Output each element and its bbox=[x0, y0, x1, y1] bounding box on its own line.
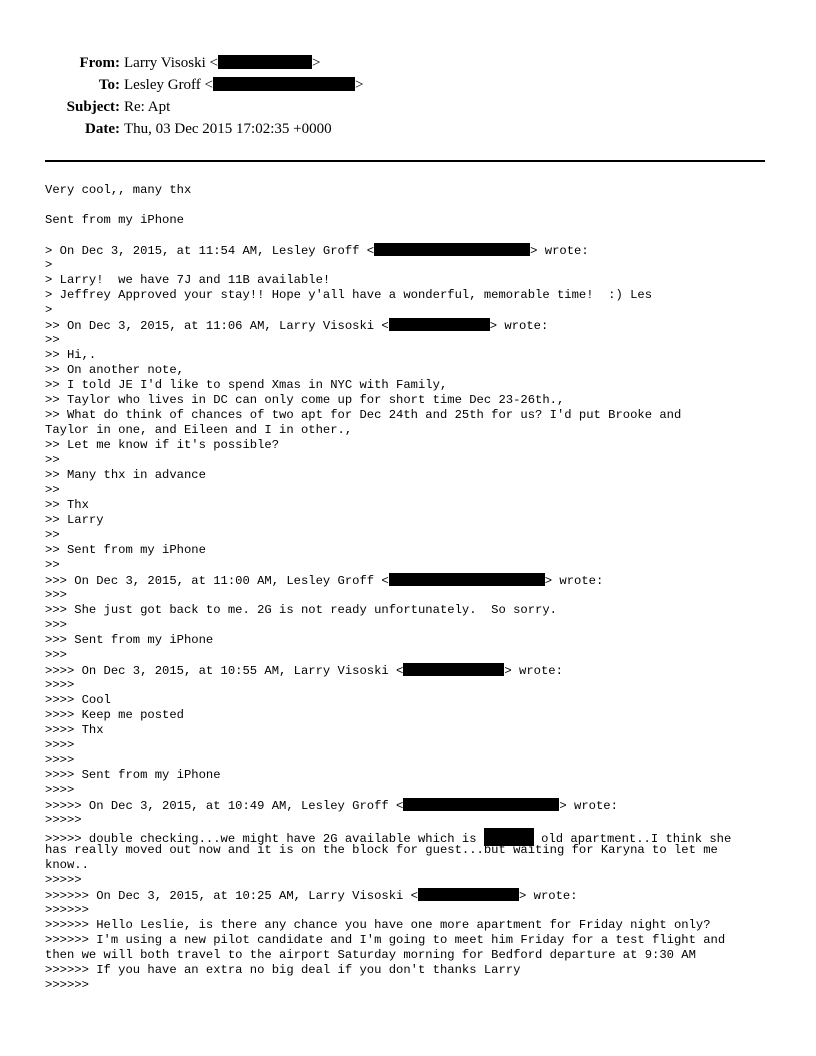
quote-header-end: > wrote: bbox=[489, 319, 549, 333]
quote-header-line bbox=[45, 663, 785, 678]
redaction-box bbox=[213, 77, 355, 91]
body-line: >>> She just got back to me. 2G is not ready unfortunately. So sorry. bbox=[45, 603, 557, 617]
redaction-box bbox=[389, 573, 545, 586]
redaction-box bbox=[403, 663, 504, 676]
to-name: Lesley Groff < bbox=[124, 77, 213, 93]
body-line: >>>>>> If you have an extra no big deal if you don't thanks Larry bbox=[45, 963, 521, 977]
body-line: then we will both travel to the airport Saturday morning for Bedford departure at 9:30 AM bbox=[45, 948, 696, 962]
to-label: To: bbox=[98, 77, 120, 93]
quote-header-end: > wrote: bbox=[559, 799, 618, 813]
body-line: know.. bbox=[45, 858, 89, 872]
email-header bbox=[0, 52, 816, 140]
quote-header-text: > On Dec 3, 2015, at 11:54 AM, Lesley Groff < bbox=[45, 244, 375, 258]
quote-header-line bbox=[45, 318, 785, 333]
quote-header-end: > wrote: bbox=[519, 889, 578, 903]
header-divider bbox=[45, 160, 765, 162]
body-line: >> Sent from my iPhone bbox=[45, 543, 206, 557]
quote-header-text: >>>> On Dec 3, 2015, at 10:55 AM, Larry Visoski < bbox=[45, 664, 404, 678]
to-row bbox=[0, 74, 816, 96]
body-line: >>>> bbox=[45, 678, 75, 692]
quote-header-text: >> On Dec 3, 2015, at 11:06 AM, Larry Visoski < bbox=[45, 319, 389, 333]
body-line: >>>>>> bbox=[45, 978, 89, 992]
from-value bbox=[124, 52, 320, 74]
redaction-box bbox=[374, 243, 530, 256]
body-line: >>>> Keep me posted bbox=[45, 708, 184, 722]
subject-row bbox=[0, 96, 816, 118]
quote-header-line bbox=[45, 888, 785, 903]
body-line: > Larry! we have 7J and 11B available! bbox=[45, 273, 331, 287]
quote-header-text: >>> On Dec 3, 2015, at 11:00 AM, Lesley Groff < bbox=[45, 574, 389, 588]
quote-header-text: >>>>> On Dec 3, 2015, at 10:49 AM, Lesley Groff < bbox=[45, 799, 404, 813]
body-line: >> Let me know if it's possible? bbox=[45, 438, 280, 452]
body-line: >>>>>> I'm using a new pilot candidate and I'm going to meet him Friday for a test flight and bbox=[45, 933, 726, 947]
body-line: >> On another note, bbox=[45, 363, 184, 377]
body-line: >> bbox=[45, 528, 60, 542]
redaction-box bbox=[218, 55, 312, 69]
body-line: >>>> Sent from my iPhone bbox=[45, 768, 221, 782]
quote-header-end: > wrote: bbox=[530, 244, 589, 258]
body-line: > bbox=[45, 303, 53, 317]
body-line: >> bbox=[45, 483, 60, 497]
body-line: >> I told JE I'd like to spend Xmas in NYC with Family, bbox=[45, 378, 448, 392]
date-value: Thu, 03 Dec 2015 17:02:35 +0000 bbox=[124, 121, 332, 137]
body-line: >>>> bbox=[45, 738, 75, 752]
to-end: > bbox=[355, 77, 364, 93]
body-line-with-redaction bbox=[45, 828, 785, 846]
body-text: >>>>> double checking...we might have 2G available which is bbox=[45, 832, 484, 846]
quote-header-line bbox=[45, 243, 785, 258]
body-line: >> Larry bbox=[45, 513, 104, 527]
email-body bbox=[45, 183, 785, 993]
date-label: Date: bbox=[85, 121, 120, 137]
body-line: >>>>> bbox=[45, 873, 82, 887]
body-line: >>>>> bbox=[45, 813, 82, 827]
body-line: >> What do think of chances of two apt for Dec 24th and 25th for us? I'd put Brooke and bbox=[45, 408, 682, 422]
body-line: has really moved out now and it is on the block for guest...but waiting for Karyna to let me bbox=[45, 843, 718, 857]
redaction-box bbox=[389, 318, 490, 331]
body-line: >>> bbox=[45, 648, 67, 662]
body-line: > bbox=[45, 258, 53, 272]
body-line: >> Taylor who lives in DC can only come up for short time Dec 23-26th., bbox=[45, 393, 565, 407]
from-row bbox=[0, 52, 816, 74]
quote-header-line bbox=[45, 573, 785, 588]
body-line: >>>> Cool bbox=[45, 693, 111, 707]
from-end: > bbox=[311, 55, 321, 71]
quote-header-end: > wrote: bbox=[544, 574, 604, 588]
body-line: >>>>>> Hello Leslie, is there any chance you have one more apartment for Friday night only? bbox=[45, 918, 711, 932]
body-line: > Jeffrey Approved your stay!! Hope y'all have a wonderful, memorable time! :) Les bbox=[45, 288, 653, 302]
body-line: Taylor in one, and Eileen and I in other., bbox=[45, 423, 353, 437]
date-row bbox=[0, 118, 816, 140]
body-line: Very cool,, many thx bbox=[45, 183, 192, 197]
body-line: >>>> bbox=[45, 753, 75, 767]
body-line: >> bbox=[45, 333, 60, 347]
subject-value: Re: Apt bbox=[124, 99, 171, 115]
body-line: >>>>>> bbox=[45, 903, 89, 917]
subject-label: Subject: bbox=[66, 99, 120, 115]
body-line: Sent from my iPhone bbox=[45, 213, 184, 227]
body-line: >> Hi,. bbox=[45, 348, 97, 362]
body-line: >> bbox=[45, 453, 60, 467]
redaction-box bbox=[418, 888, 519, 901]
quote-header-end: > wrote: bbox=[504, 664, 563, 678]
body-line: >>>> bbox=[45, 783, 75, 797]
body-line: >> bbox=[45, 558, 60, 572]
body-line: >>> bbox=[45, 618, 67, 632]
from-name: Larry Visoski < bbox=[124, 55, 218, 71]
body-line: >> Thx bbox=[45, 498, 89, 512]
quote-header-line bbox=[45, 798, 785, 813]
body-line: >>>> Thx bbox=[45, 723, 104, 737]
redaction-box bbox=[403, 798, 559, 811]
body-line: >> Many thx in advance bbox=[45, 468, 206, 482]
from-label: From: bbox=[79, 55, 120, 71]
body-line: >>> Sent from my iPhone bbox=[45, 633, 214, 647]
body-text: old apartment..I think she bbox=[533, 832, 732, 846]
quote-header-text: >>>>>> On Dec 3, 2015, at 10:25 AM, Larry Visoski < bbox=[45, 889, 418, 903]
body-line: >>> bbox=[45, 588, 67, 602]
to-value bbox=[124, 74, 363, 96]
